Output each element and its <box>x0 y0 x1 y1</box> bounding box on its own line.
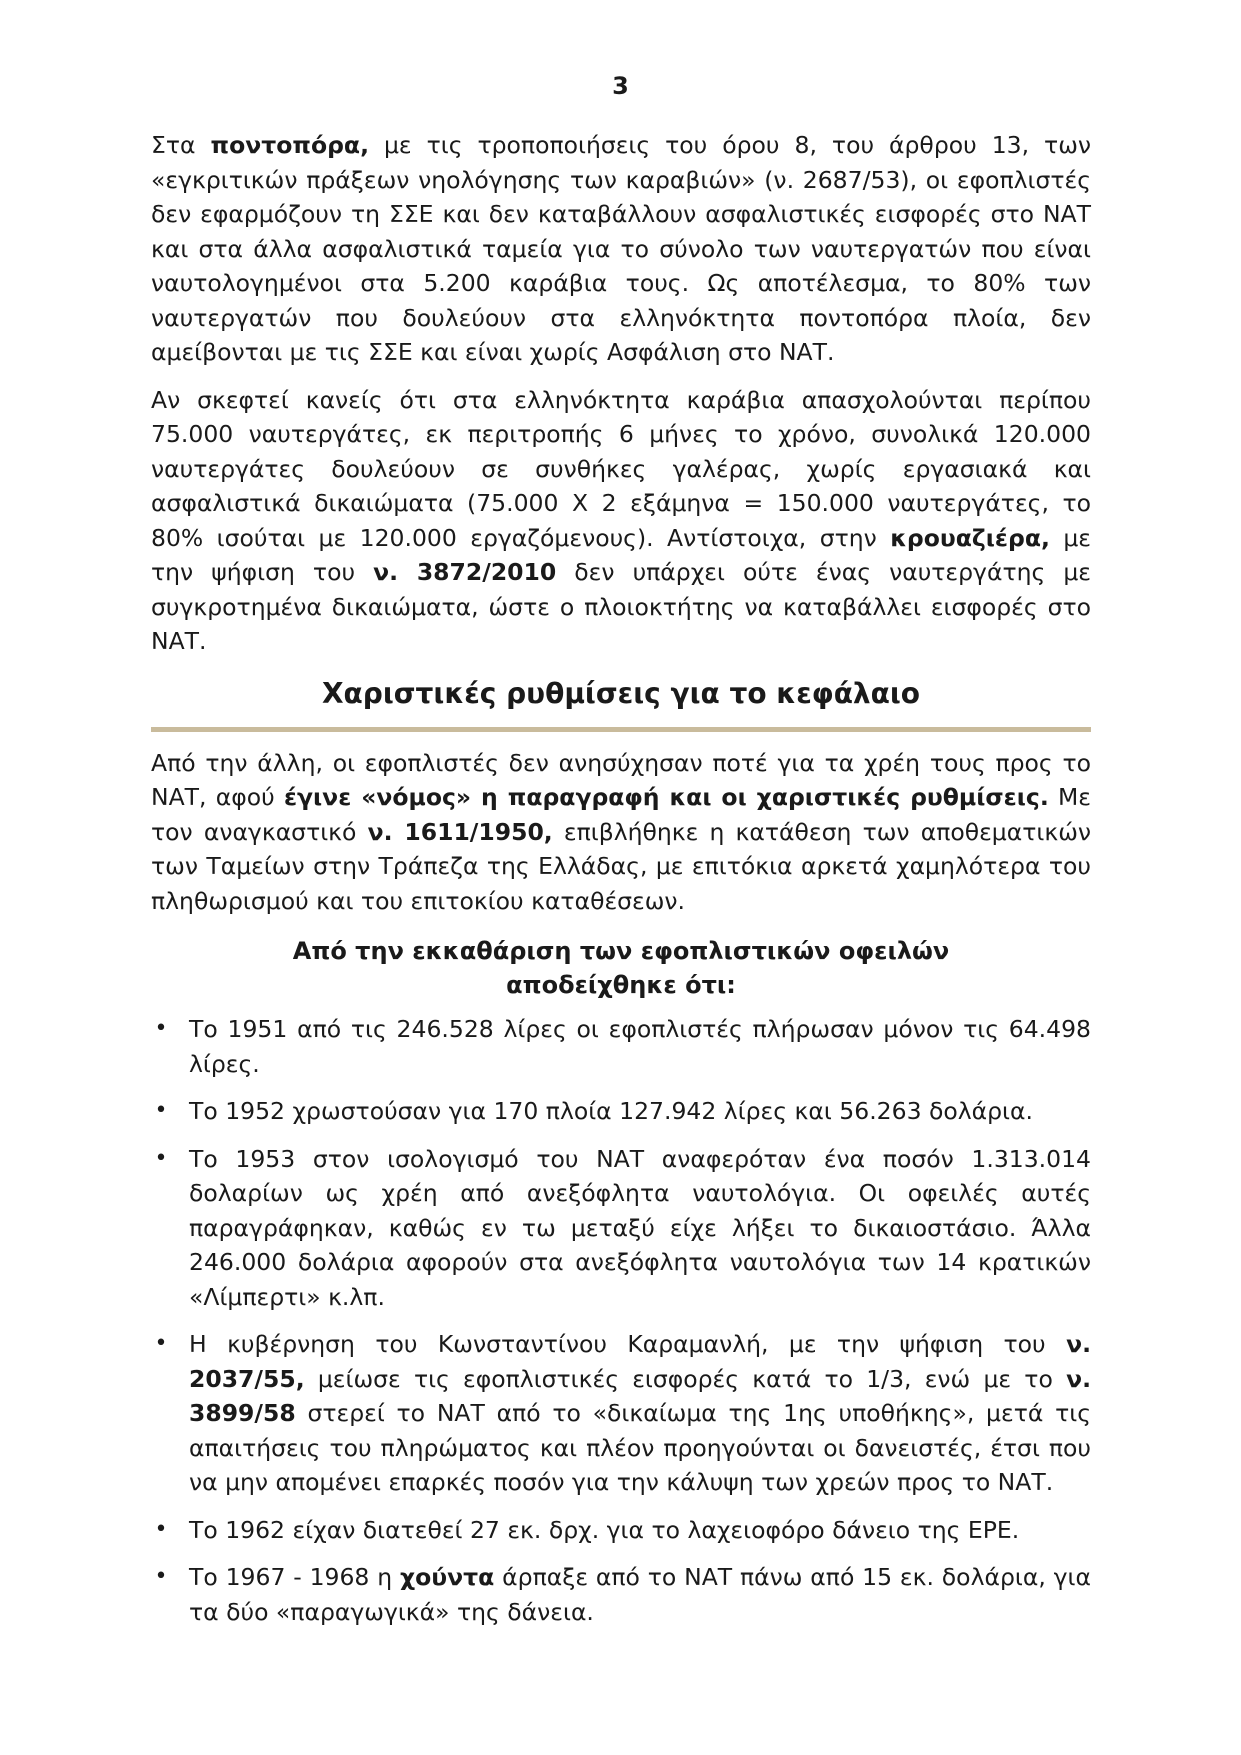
law-reference: ν. 1611/1950, <box>367 817 553 846</box>
bullet-icon: • <box>154 1331 168 1356</box>
paragraph-favorable-regulations: Από την άλλη, οι εφοπλιστές δεν ανησύχησαν ποτέ για τα χρέη τους προς το ΝΑΤ, αφού έγινε «νόμος» η παραγραφή και οι χαριστικές ρυθμίσεις. Με τον αναγκαστικό ν. 1611/1950, επιβλήθηκε η κατάθεση των αποθεματικών των Ταμείων στην Τράπεζα της Ελλάδας, με επιτόκια αρκετά χαμηλότερα του πληθωρισμού και του επιτοκίου καταθέσεων. <box>151 748 1091 915</box>
list-item: • Το 1953 στον ισολογισμό του ΝΑΤ αναφερόταν ένα ποσόν 1.313.014 δολαρίων ως χρέη από ανεξόφλητα ναυτολόγια. Οι οφειλές αυτές παραγράφηκαν, καθώς εν τω μεταξύ είχε λήξει το δικαιοστάσιο. Άλλα 246.000 δολάρια αφορούν στα ανεξόφλητα ναυτολόγια των 14 κρατικών «Λίμπερτι» κ.λπ. <box>151 1142 1091 1315</box>
list-item: • Το 1967 - 1968 η χούντα άρπαξε από το ΝΑΤ πάνω από 15 εκ. δολάρια, για τα δύο «παραγωγικά» της δάνεια. <box>151 1560 1091 1629</box>
bullet-icon: • <box>154 1564 168 1589</box>
emphasis-ocean-going: ποντοπόρα, <box>210 131 369 159</box>
law-reference: ν. 3899/58 <box>189 1364 1091 1427</box>
heading-divider <box>151 727 1091 732</box>
list-item: • Το 1951 από τις 246.528 λίρες οι εφοπλιστές πλήρωσαν μόνον τις 64.498 λίρες. <box>151 1012 1091 1081</box>
bullet-icon: • <box>154 1145 168 1171</box>
list-item: • Το 1952 χρωστούσαν για 170 πλοία 127.942 λίρες και 56.263 δολάρια. <box>151 1094 1091 1129</box>
list-item: • Το 1962 είχαν διατεθεί 27 εκ. δρχ. για το λαχειοφόρο δάνειο της ΕΡΕ. <box>151 1513 1091 1548</box>
law-reference: ν. 2037/55, <box>189 1330 1091 1393</box>
emphasis-statute: έγινε «νόμος» η παραγραφή και οι χαριστικές ρυθμίσεις. <box>283 783 1049 811</box>
emphasis-junta: χούντα <box>400 1563 495 1591</box>
list-item: • Η κυβέρνηση του Κωνσταντίνου Καραμανλή, με την ψήφιση του ν. 2037/55, μείωσε τις εφοπλιστικές εισφορές κατά το 1/3, ενώ με το ν. 3899/58 στερεί το ΝΑΤ από το «δικαίωμα της 1ης υποθήκης», μετά τις απαιτήσεις του πληρώματος και πλέον προηγούνται οι δανειστές, έτσι που να μην απομένει επαρκές ποσόν για την κάλυψη των χρεών προς το ΝΑΤ. <box>151 1327 1091 1500</box>
paragraph-seafarers: Αν σκεφτεί κανείς ότι στα ελληνόκτητα καράβια απασχολούνται περίπου 75.000 ναυτεργάτες, εκ περιτροπής 6 μήνες το χρόνο, συνολικά 120.000 ναυτεργάτες δουλεύουν σε συνθήκες γαλέρας, χωρίς εργασιακά και ασφαλιστικά δικαιώματα (75.000 Χ 2 εξάμηνα = 150.000 ναυτεργάτες, το 80% ισούται με 120.000 εργαζόμενους). Αντίστοιχα, στην κρουαζιέρα, με την ψήφιση του ν. 3872/2010 δεν υπάρχει ούτε ένας ναυτεργάτης με συγκροτημένα δικαιώματα, ώστε ο πλοιοκτήτης να καταβάλλει εισφορές στο ΝΑΤ. <box>151 385 1092 655</box>
subheading: Από την εκκαθάριση των εφοπλιστικών οφειλών αποδείχθηκε ότι: <box>292 937 950 999</box>
page-number: 3 <box>612 72 629 100</box>
bullet-icon: • <box>154 1016 168 1041</box>
emphasis-cruise: κρουαζιέρα, <box>890 523 1050 552</box>
law-reference: ν. 3872/2010 <box>373 558 557 586</box>
bullet-icon: • <box>154 1098 168 1123</box>
findings-list <box>151 1012 1091 1629</box>
section-heading: Χαριστικές ρυθμίσεις για το κεφάλαιο <box>321 676 921 710</box>
paragraph-ocean-going: Στα ποντοπόρα, με τις τροποποιήσεις του όρου 8, του άρθρου 13, των «εγκριτικών πράξεων νηολόγησης των καραβιών» (ν. 2687/53), οι εφοπλιστές δεν εφαρμόζουν τη ΣΣΕ και δεν καταβάλλουν ασφαλιστικές εισφορές στο ΝΑΤ και στα άλλα ασφαλιστικά ταμεία για το σύνολο των ναυτεργατών που είναι ναυτολογημένοι στα 5.200 καράβια τους. Ως αποτέλεσμα, το 80% των ναυτεργατών που δουλεύουν στα ελληνόκτητα ποντοπόρα πλοία, δεν αμείβονται με τις ΣΣΕ και είναι χωρίς Ασφάλιση στο ΝΑΤ. <box>151 131 1091 366</box>
page-content <box>151 128 1091 1642</box>
bullet-icon: • <box>154 1516 168 1542</box>
